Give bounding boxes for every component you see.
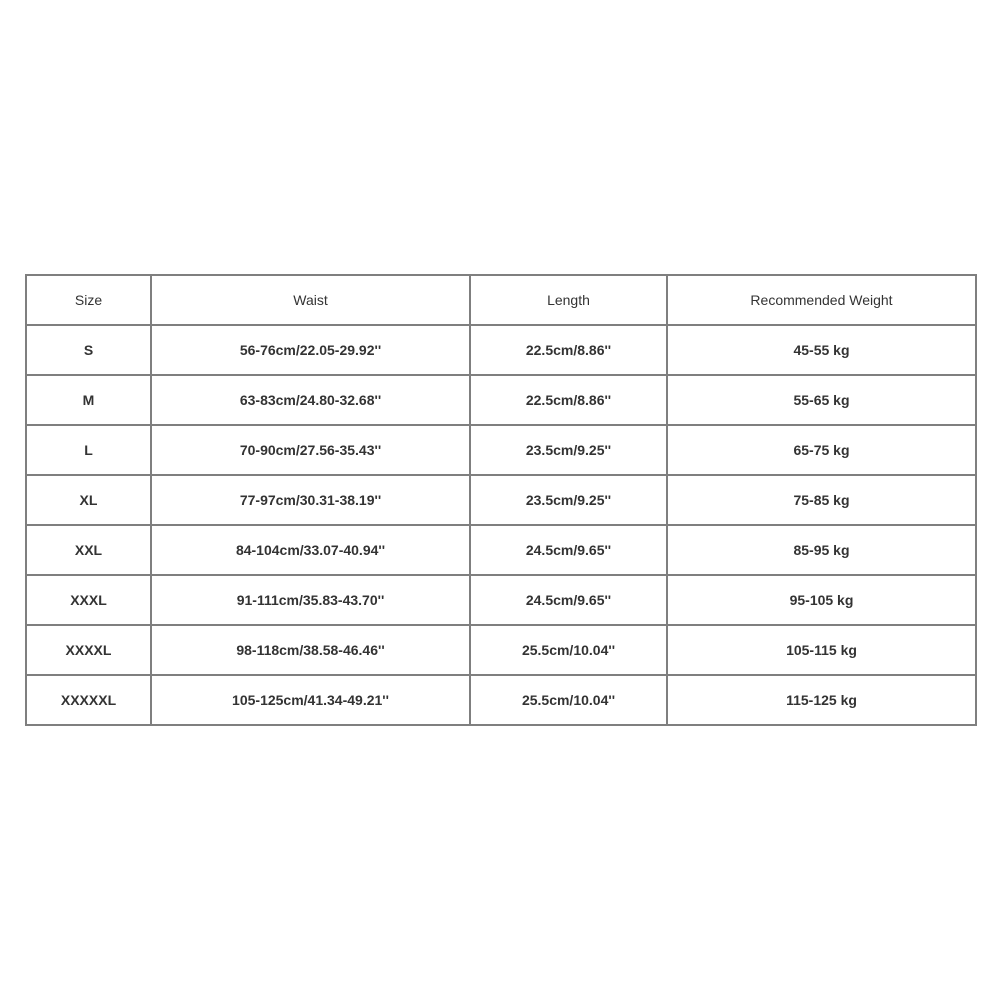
cell-size: XXXXXL — [26, 675, 151, 725]
cell-waist: 84-104cm/33.07-40.94'' — [151, 525, 470, 575]
cell-length: 22.5cm/8.86'' — [470, 375, 667, 425]
cell-size: M — [26, 375, 151, 425]
cell-weight: 75-85 kg — [667, 475, 976, 525]
cell-weight: 105-115 kg — [667, 625, 976, 675]
table-row — [26, 525, 976, 575]
cell-waist: 56-76cm/22.05-29.92'' — [151, 325, 470, 375]
cell-weight: 55-65 kg — [667, 375, 976, 425]
cell-length: 23.5cm/9.25'' — [470, 475, 667, 525]
cell-size: XXXL — [26, 575, 151, 625]
table-row — [26, 425, 976, 475]
cell-length: 25.5cm/10.04'' — [470, 625, 667, 675]
cell-length: 22.5cm/8.86'' — [470, 325, 667, 375]
cell-length: 23.5cm/9.25'' — [470, 425, 667, 475]
table-row — [26, 475, 976, 525]
cell-weight: 115-125 kg — [667, 675, 976, 725]
cell-waist: 105-125cm/41.34-49.21'' — [151, 675, 470, 725]
header-length: Length — [470, 275, 667, 325]
cell-length: 24.5cm/9.65'' — [470, 575, 667, 625]
table-row — [26, 675, 976, 725]
cell-weight: 65-75 kg — [667, 425, 976, 475]
table-row — [26, 625, 976, 675]
cell-weight: 95-105 kg — [667, 575, 976, 625]
cell-size: XL — [26, 475, 151, 525]
size-chart-table — [25, 274, 977, 726]
header-recommended-weight: Recommended Weight — [667, 275, 976, 325]
cell-waist: 70-90cm/27.56-35.43'' — [151, 425, 470, 475]
cell-waist: 91-111cm/35.83-43.70'' — [151, 575, 470, 625]
table-row — [26, 375, 976, 425]
cell-waist: 63-83cm/24.80-32.68'' — [151, 375, 470, 425]
cell-weight: 85-95 kg — [667, 525, 976, 575]
cell-length: 24.5cm/9.65'' — [470, 525, 667, 575]
table-row — [26, 325, 976, 375]
cell-waist: 77-97cm/30.31-38.19'' — [151, 475, 470, 525]
cell-size: XXL — [26, 525, 151, 575]
cell-weight: 45-55 kg — [667, 325, 976, 375]
header-size: Size — [26, 275, 151, 325]
cell-size: L — [26, 425, 151, 475]
cell-length: 25.5cm/10.04'' — [470, 675, 667, 725]
cell-size: XXXXL — [26, 625, 151, 675]
table-header-row — [26, 275, 976, 325]
table-row — [26, 575, 976, 625]
cell-size: S — [26, 325, 151, 375]
cell-waist: 98-118cm/38.58-46.46'' — [151, 625, 470, 675]
header-waist: Waist — [151, 275, 470, 325]
